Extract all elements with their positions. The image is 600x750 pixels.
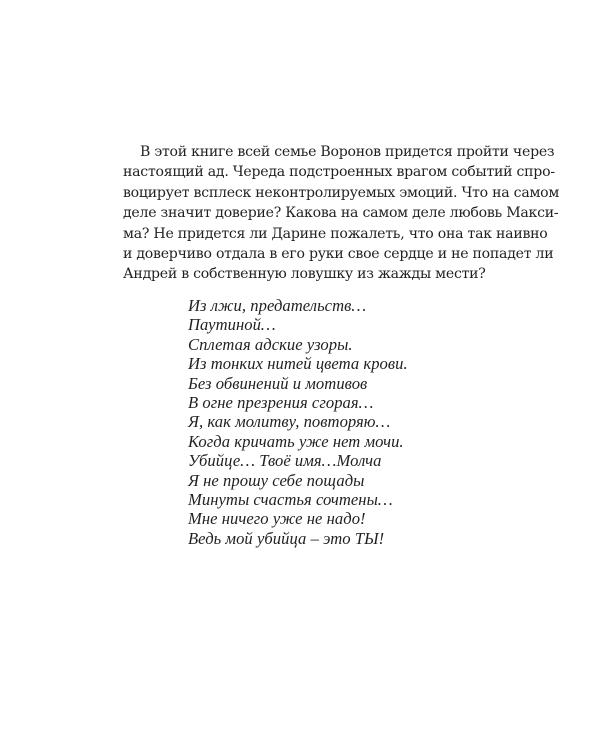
poem-stanza [188,296,488,548]
poem-verse: Я, как молитву, повторяю… [188,412,391,432]
poem-verse: Я не прошу себе пощады [188,470,365,490]
poem-verse: В огне презрения сгорая… [188,393,374,413]
intro-paragraph [123,142,560,285]
poem-verse: Мне ничего уже не надо! [188,509,366,529]
poem-verse: Из тонких нитей цвета крови. [188,354,408,374]
paragraph-line: В этой книге всей семье Воронов придется пройти через [140,144,555,160]
paragraph-line: воцирует всплеск неконтролируемых эмоций. Что на самом [123,184,560,201]
poem-verse: Сплетая адские узоры. [188,334,353,354]
poem-verse: Из лжи, предательств… [188,296,367,315]
paragraph-line: настоящий ад. Череда подстроенных врагом событий спро- [123,164,555,181]
paragraph-line: ма? Не придется ли Дарине пожалеть, что она так наивно [123,225,548,242]
poem-verse: Паутиной… [188,315,276,335]
poem-verse: Минуты счастья сочтены… [188,490,393,510]
poem-verse: Убийце… Твоё имя…Молча [188,451,382,471]
poem-verse: Ведь мой убийца – это ТЫ! [188,528,385,548]
poem-verse: Без обвинений и мотивов [188,373,368,393]
paragraph-line: деле значит доверие? Какова на самом деле любовь Макси- [123,205,559,222]
paragraph-line: и доверчиво отдала в его руки свое сердце и не попадет ли [123,246,554,263]
poem-verse: Когда кричать уже нет мочи. [188,431,404,451]
paragraph-line: Андрей в собственную ловушку из жажды мести? [123,266,486,283]
